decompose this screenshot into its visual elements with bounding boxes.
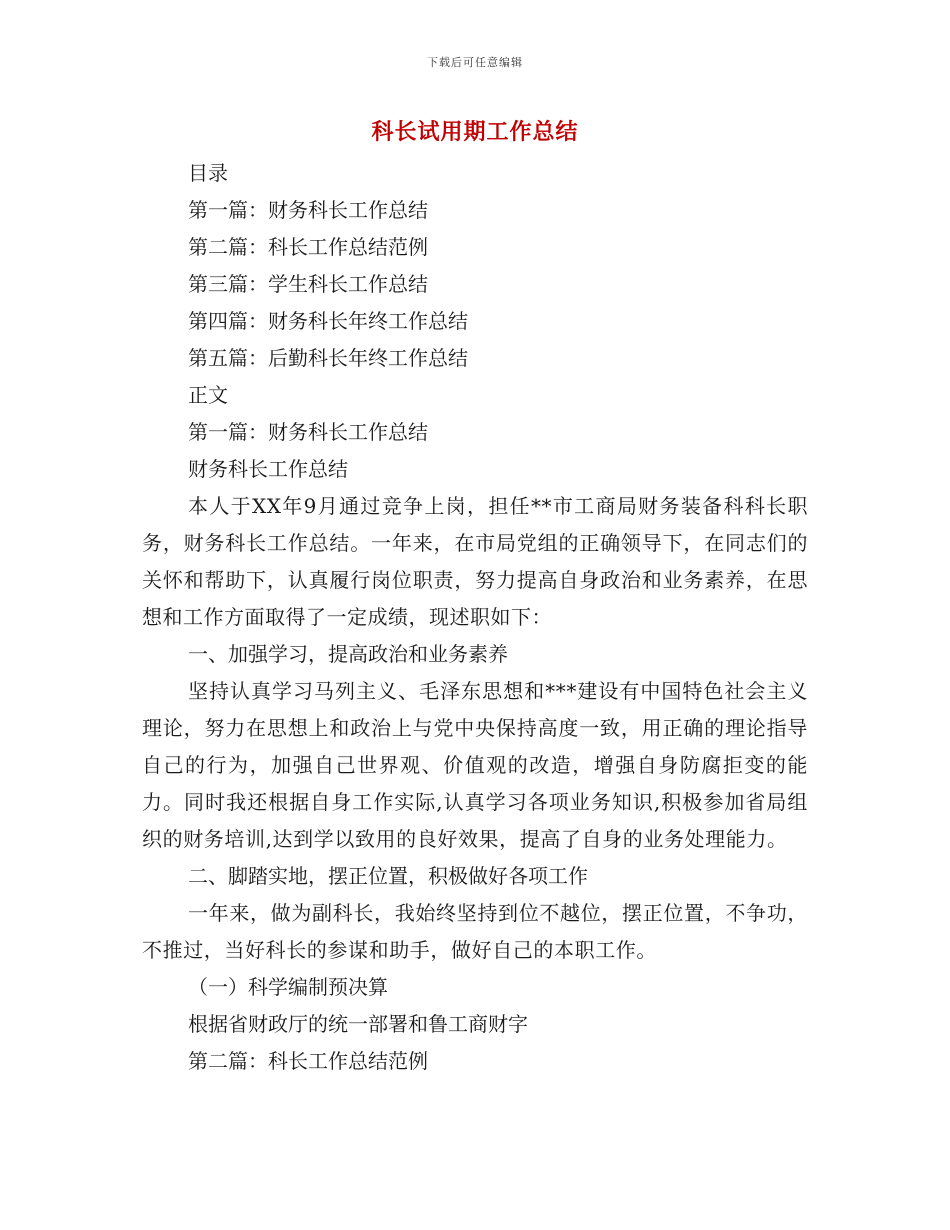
toc-item-1: 第一篇：财务科长工作总结: [188, 198, 428, 222]
toc-item-5: 第五篇：后勤科长年终工作总结: [188, 346, 468, 370]
document-body: [142, 155, 808, 1080]
subsection-paragraph: 根据省财政厅的统一部署和鲁工商财字: [188, 1012, 528, 1036]
toc-item-3: 第三篇：学生科长工作总结: [188, 272, 428, 296]
page-header-note: 下载后可任意编辑: [427, 56, 523, 69]
chapter-heading: 第一篇：财务科长工作总结: [188, 420, 428, 444]
document-title: 科长试用期工作总结: [371, 119, 579, 145]
toc-item-4: 第四篇：财务科长年终工作总结: [188, 309, 468, 333]
intro-paragraph: 本人于XX年9月通过竞争上岗，担任**市工商局财务装备科科长职务，财务科长工作总结。一年来，在市局党组的正确领导下，在同志们的关怀和帮助下，认真履行岗位职责，努力提高自身政治和业务素养，在思想和工作方面取得了一定成绩，现述职如下：: [142, 494, 808, 629]
section-2-heading: 二、脚踏实地，摆正位置，积极做好各项工作: [188, 864, 588, 888]
toc-label: 目录: [188, 161, 228, 185]
chapter-title: 财务科长工作总结: [188, 457, 348, 481]
section-1-heading: 一、加强学习，提高政治和业务素养: [188, 642, 508, 666]
subsection-heading: （一）科学编制预决算: [188, 975, 388, 999]
section-1-paragraph: 坚持认真学习马列主义、毛泽东思想和***建设有中国特色社会主义理论，努力在思想上和政治上与党中央保持高度一致，用正确的理论指导自己的行为，加强自己世界观、价值观的改造，增强自身防腐拒变的能力。同时我还根据自身工作实际,认真学习各项业务知识,积极参加省局组织的财务培训,达到学以致用的良好效果，提高了自身的业务处理能力。: [142, 679, 808, 851]
body-label: 正文: [188, 383, 228, 407]
next-chapter-heading: 第二篇：科长工作总结范例: [188, 1049, 428, 1073]
toc-item-2: 第二篇：科长工作总结范例: [188, 235, 428, 259]
section-2-paragraph: 一年来，做为副科长，我始终坚持到位不越位，摆正位置，不争功，不推过，当好科长的参谋和助手，做好自己的本职工作。: [142, 901, 808, 962]
